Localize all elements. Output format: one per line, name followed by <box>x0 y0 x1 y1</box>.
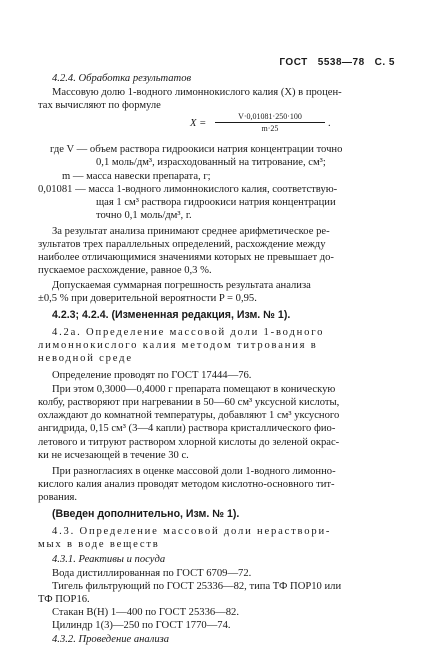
paragraph-line: зультатов трех параллельных определений, расхождение между <box>38 239 326 251</box>
definition-line: точно 0,1 моль/дм³, г. <box>96 209 192 221</box>
formula-denominator: m·25 <box>261 123 279 133</box>
list-item: ТФ ПОР16. <box>38 593 90 605</box>
paragraph-line: ангидрида, 0,15 см³ (3—4 капли) раствора кристаллического фио- <box>38 423 336 435</box>
paragraph-line: ±0,5 % при доверительной вероятности P = 0,95. <box>38 293 257 305</box>
paragraph-line: Массовую долю 1-водного лимоннокислого калия (X) в процен- <box>52 86 342 98</box>
paragraph-line: Допускаемая суммарная погрешность результата анализа <box>52 280 311 292</box>
list-item: Цилиндр 1(3)—250 по ГОСТ 1770—74. <box>52 620 231 632</box>
paragraph-line: охлаждают до комнатной температуры, добавляют 1 см³ уксусного <box>38 410 340 422</box>
header-number: 5538—78 <box>317 57 365 68</box>
definition-line: где V — объем раствора гидроокиси натрия концентрации точно <box>50 143 343 155</box>
change-note: 4.2.3; 4.2.4. (Измененная редакция, Изм. № 1). <box>52 309 291 322</box>
section-4-2a-heading: 4.2а. Определение массовой доли 1-водного <box>52 326 325 338</box>
section-4-2a-heading: неводной среде <box>38 352 133 364</box>
section-4-3-heading: 4.3. Определение массовой доли нераствори- <box>52 525 332 537</box>
section-4-2a-heading: лимоннокислого калия методом титрования в <box>38 339 318 351</box>
formula-numerator: V·0,01081·250·100 <box>215 112 325 123</box>
section-4-3-heading: мых в воде веществ <box>38 538 160 550</box>
paragraph-line: рования. <box>38 492 78 504</box>
definition-line: m — масса навески препарата, г; <box>62 170 211 182</box>
paragraph-line: При этом 0,3000—0,4000 г препарата помещают в коническую <box>52 384 336 396</box>
formula-lhs: X = <box>190 117 207 129</box>
header-page: С. 5 <box>374 57 395 68</box>
definition-line: 0,01081 — масса 1-водного лимоннокислого калия, соответствую- <box>38 183 338 195</box>
section-4-3-2-title: 4.3.2. Проведение анализа <box>52 633 170 645</box>
definition-line: 0,1 моль/дм³, израсходованный на титрование, см³; <box>96 156 326 168</box>
paragraph-line: пускаемое расхождение, равное 0,3 %. <box>38 265 212 277</box>
list-item: Стакан В(Н) 1—400 по ГОСТ 25336—82. <box>52 607 240 619</box>
list-item: Тигель фильтрующий по ГОСТ 25336—82, типа ТФ ПОР10 или <box>52 580 342 592</box>
section-4-2-4-title: 4.2.4. Обработка результатов <box>52 72 192 84</box>
paragraph-line: наиболее отличающимися значениями которых не превышает до- <box>38 252 334 264</box>
list-item: Вода дистиллированная по ГОСТ 6709—72. <box>52 567 252 579</box>
paragraph-line: ки не исчезающей в течение 30 с. <box>38 449 189 461</box>
paragraph-line: При разногласиях в оценке массовой доли 1-водного лимонно- <box>52 466 336 478</box>
added-note: (Введен дополнительно, Изм. № 1). <box>52 508 240 521</box>
paragraph-line: кислого калия анализ проводят методом кислотно-основного тит- <box>38 479 335 491</box>
definition-line: щая 1 см³ раствора гидроокиси натрия концентрации <box>96 196 336 208</box>
formula-end: . <box>328 117 331 129</box>
paragraph-line: Определение проводят по ГОСТ 17444—76. <box>52 369 252 381</box>
formula-fraction <box>215 112 325 133</box>
paragraph-line: летового и титруют раствором хлорной кислоты до зеленой окрас- <box>38 436 340 448</box>
paragraph-line: За результат анализа принимают среднее арифметическое ре- <box>52 226 330 238</box>
paragraph-line: колбу, растворяют при нагревании в 50—60 см³ уксусной кислоты, <box>38 397 340 409</box>
header-gost: ГОСТ <box>279 57 308 68</box>
section-4-3-1-title: 4.3.1. Реактивы и посуда <box>52 553 166 565</box>
page-header <box>269 57 395 68</box>
paragraph-line: тах вычисляют по формуле <box>38 99 161 111</box>
